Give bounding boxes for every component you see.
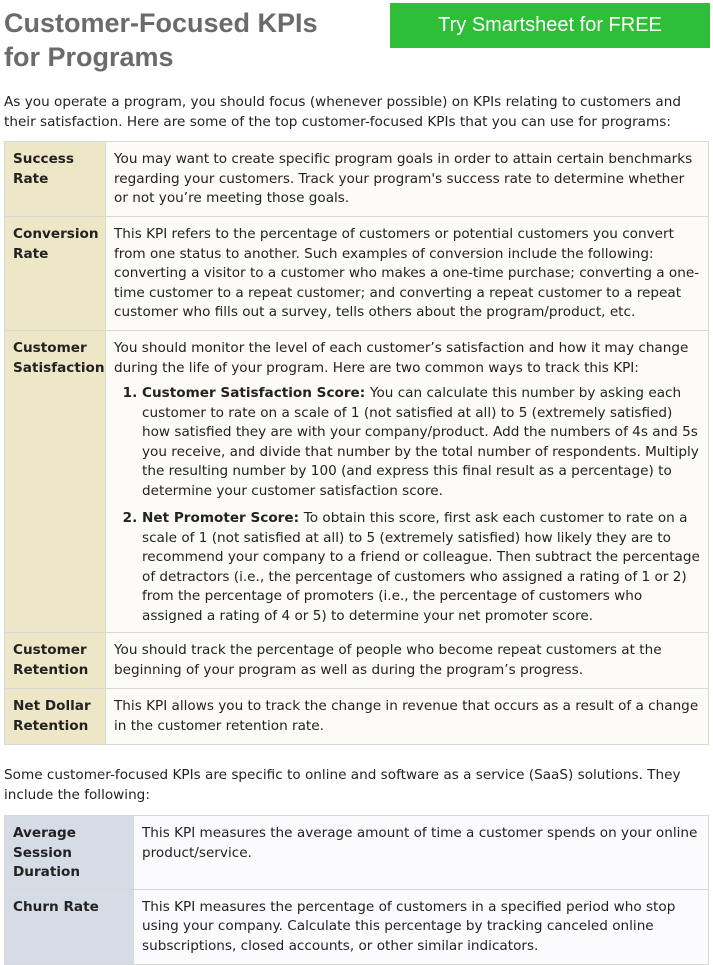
table-row [5, 142, 709, 217]
page-title-line1: Customer-Focused KPIs [4, 8, 318, 38]
kpi-description: You should track the percentage of people who become repeat customers at the beginning of your program as well as during the program’s progress. [106, 633, 709, 689]
kpi-term: Success Rate [5, 142, 106, 217]
kpi-term: Average Session Duration [5, 816, 134, 890]
list-item [142, 384, 700, 501]
page-title [4, 6, 318, 74]
kpi-description-text: You should monitor the level of each customer’s satisfaction and how it may change during the life of your program. Here are two common ways to track this KPI: [114, 340, 689, 376]
kpi-term: Customer Satisfaction [5, 331, 106, 633]
table-row [5, 816, 709, 890]
table-row [5, 331, 709, 633]
saas-kpi-table [4, 815, 709, 965]
program-kpi-table [4, 141, 709, 745]
kpi-description: This KPI measures the average amount of time a customer spends on your online product/service. [134, 816, 709, 890]
saas-intro-paragraph: Some customer-focused KPIs are specific to online and software as a service (SaaS) solutions. They include the following: [4, 767, 681, 803]
kpi-description: This KPI refers to the percentage of customers or potential customers you convert from one status to another. Such examples of conversion include the following: converting a visitor to a customer who makes a one-time purchase; converting a one-time customer to a repeat customer; and converting a repeat customer to a repeat customer who fills out a survey, tells others about the program/product, etc. [106, 217, 709, 331]
table-row [5, 689, 709, 745]
kpi-term: Conversion Rate [5, 217, 106, 331]
kpi-term: Churn Rate [5, 889, 134, 964]
tracking-methods-list [114, 384, 700, 626]
method-text: To obtain this score, first ask each customer to rate on a scale of 1 (not satisfied at all) to 5 (extremely satisfied) how likely they are to recommend your company to a friend or colleague. Then subtract the percentage of detractors (i.e., the percentage of customers who assigned a rating of 1 or 2) from the percentage of promoters (i.e., the percentage of customers who assigned a rating of 4 or 5) to determine your net promoter score. [142, 510, 700, 624]
table-row [5, 633, 709, 689]
method-label: Net Promoter Score: [142, 510, 300, 526]
kpi-term: Net Dollar Retention [5, 689, 106, 745]
method-label: Customer Satisfaction Score: [142, 385, 366, 401]
method-text: You can calculate this number by asking each customer to rate on a scale of 1 (not satisfied at all) to 5 (extremely satisfied) how satisfied they are with your company/product. Add the numbers of 4s and 5s you receive, and divide that number by the total number of respondents. Multiply the resulting number by 100 (and express this final result as a percentage) to determine your customer satisfaction score. [142, 385, 699, 499]
kpi-description: This KPI measures the percentage of customers in a specified period who stop using your company. Calculate this percentage by tracking canceled online subscriptions, closed accounts, or other similar indicators. [134, 889, 709, 964]
kpi-term: Customer Retention [5, 633, 106, 689]
page-title-line2: for Programs [4, 42, 174, 72]
kpi-description: This KPI allows you to track the change in revenue that occurs as a result of a change in the customer retention rate. [106, 689, 709, 745]
list-item [142, 509, 700, 626]
intro-paragraph: As you operate a program, you should focus (whenever possible) on KPIs relating to customers and their satisfaction. Here are some of the top customer-focused KPIs that you can use for programs: [4, 94, 681, 130]
table-row [5, 217, 709, 331]
try-smartsheet-button[interactable]: Try Smartsheet for FREE [390, 3, 710, 48]
kpi-description [106, 331, 709, 633]
kpi-description: You may want to create specific program goals in order to attain certain benchmarks regarding your customers. Track your program's success rate to determine whether or not you’re meeting those goals. [106, 142, 709, 217]
table-row [5, 889, 709, 964]
